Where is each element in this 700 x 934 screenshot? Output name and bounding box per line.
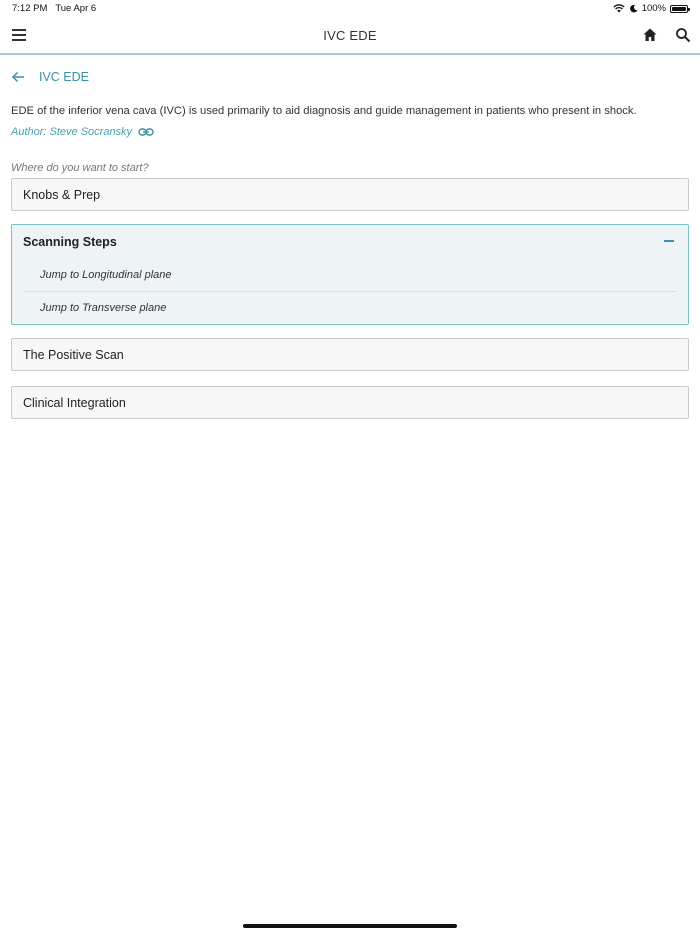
author-line — [11, 126, 154, 138]
section-positive-scan[interactable] — [11, 338, 689, 371]
breadcrumb-label[interactable]: IVC EDE — [39, 70, 90, 84]
wifi-icon — [613, 4, 625, 13]
jump-transverse-link[interactable]: Jump to Transverse plane — [24, 291, 676, 324]
status-bar — [0, 0, 700, 18]
moon-icon — [629, 4, 638, 13]
jump-longitudinal-link[interactable]: Jump to Longitudinal plane — [40, 268, 172, 281]
start-prompt: Where do you want to start? — [11, 162, 149, 174]
app-bar — [0, 18, 700, 55]
app-title: IVC EDE — [323, 28, 377, 43]
status-right — [613, 3, 688, 14]
back-arrow-icon[interactable] — [11, 70, 25, 84]
section-title: Scanning Steps — [23, 234, 117, 249]
battery-icon — [670, 5, 688, 13]
link-icon[interactable] — [138, 126, 154, 138]
home-indicator — [243, 924, 457, 928]
status-time: 7:12 PM Tue Apr 6 — [12, 3, 97, 14]
collapse-icon[interactable] — [664, 240, 674, 242]
section-header[interactable] — [12, 225, 688, 258]
breadcrumb — [11, 70, 89, 84]
home-icon[interactable] — [642, 27, 658, 43]
section-items — [12, 258, 688, 324]
search-icon[interactable] — [675, 27, 691, 43]
section-scanning-steps[interactable] — [11, 224, 689, 325]
section-header[interactable]: Knobs & Prep — [23, 187, 101, 202]
section-header[interactable]: Clinical Integration — [23, 395, 126, 410]
author-name[interactable]: Author: Steve Socransky — [11, 126, 133, 138]
section-header[interactable]: The Positive Scan — [23, 347, 124, 362]
section-clinical-integration[interactable] — [11, 386, 689, 419]
battery-percent: 100% — [641, 3, 666, 14]
page-description: EDE of the inferior vena cava (IVC) is used primarily to aid diagnosis and guide management in patients who present in shock. — [11, 105, 637, 117]
section-knobs-prep[interactable] — [11, 178, 689, 211]
